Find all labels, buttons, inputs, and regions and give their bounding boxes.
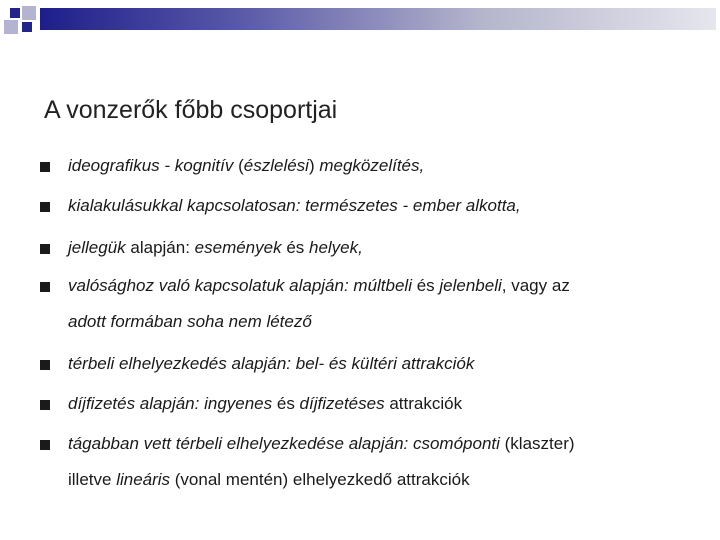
bullet-text	[68, 268, 570, 340]
text-segment: , vagy az	[501, 276, 570, 295]
corner-square-dark	[10, 8, 20, 18]
text-segment: térbeli elhelyezkedés alapján: bel- és kültéri attrakciók	[68, 354, 475, 373]
bullet-line	[68, 346, 474, 382]
text-segment: kialakulásukkal kapcsolatosan: természetes - ember alkotta,	[68, 196, 521, 215]
text-segment: ideografikus - kognitív	[68, 156, 234, 175]
text-segment: díjfizetés alapján: ingyenes	[68, 394, 273, 413]
text-segment: alapján:	[125, 238, 195, 257]
text-segment: tágabban vett térbeli elhelyezkedése alapján: csomóponti	[68, 434, 500, 453]
bullet-line	[68, 462, 575, 498]
header-gradient-bar	[40, 8, 716, 30]
bullet-line	[68, 148, 424, 184]
bullet-line	[68, 426, 575, 462]
bullet-text	[68, 386, 462, 422]
bullet-text	[68, 426, 575, 498]
text-segment: lineáris	[116, 470, 171, 489]
bullet-line	[68, 268, 570, 304]
bullet-line	[68, 230, 363, 266]
bullet-text	[68, 148, 424, 184]
text-segment: észlelési	[243, 156, 309, 175]
text-segment: helyek,	[309, 238, 363, 257]
text-segment: és	[281, 238, 309, 257]
bullet-text	[68, 346, 474, 382]
bullet-square-icon	[40, 400, 50, 410]
bullet-square-icon	[40, 244, 50, 254]
text-segment: valósághoz való kapcsolatuk alapján: múltbeli	[68, 276, 412, 295]
corner-square-light	[4, 20, 18, 34]
bullet-square-icon	[40, 282, 50, 292]
text-segment: jelenbeli	[439, 276, 502, 295]
text-segment: díjfizetéses	[299, 394, 385, 413]
text-segment: (vonal mentén) elhelyezkedő attrakciók	[170, 470, 470, 489]
bullet-text	[68, 230, 363, 266]
text-segment: (	[233, 156, 244, 175]
text-segment: események	[194, 238, 282, 257]
bullet-square-icon	[40, 360, 50, 370]
bullet-text	[68, 188, 521, 224]
bullet-square-icon	[40, 202, 50, 212]
bullet-square-icon	[40, 440, 50, 450]
corner-square-light	[22, 6, 36, 20]
text-segment: adott formában soha nem létező	[68, 312, 312, 331]
bullet-line	[68, 188, 521, 224]
slide-title: A vonzerők főbb csoportjai	[44, 96, 338, 124]
text-segment: és	[411, 276, 440, 295]
text-segment: )	[308, 156, 320, 175]
bullet-line	[68, 386, 462, 422]
text-segment: attrakciók	[384, 394, 463, 413]
text-segment: (klaszter)	[499, 434, 575, 453]
text-segment: illetve	[68, 470, 117, 489]
corner-square-dark	[22, 22, 32, 32]
bullet-line	[68, 304, 570, 340]
text-segment: megközelítés,	[319, 156, 425, 175]
text-segment: jellegük	[68, 238, 126, 257]
text-segment: és	[272, 394, 300, 413]
bullet-square-icon	[40, 162, 50, 172]
